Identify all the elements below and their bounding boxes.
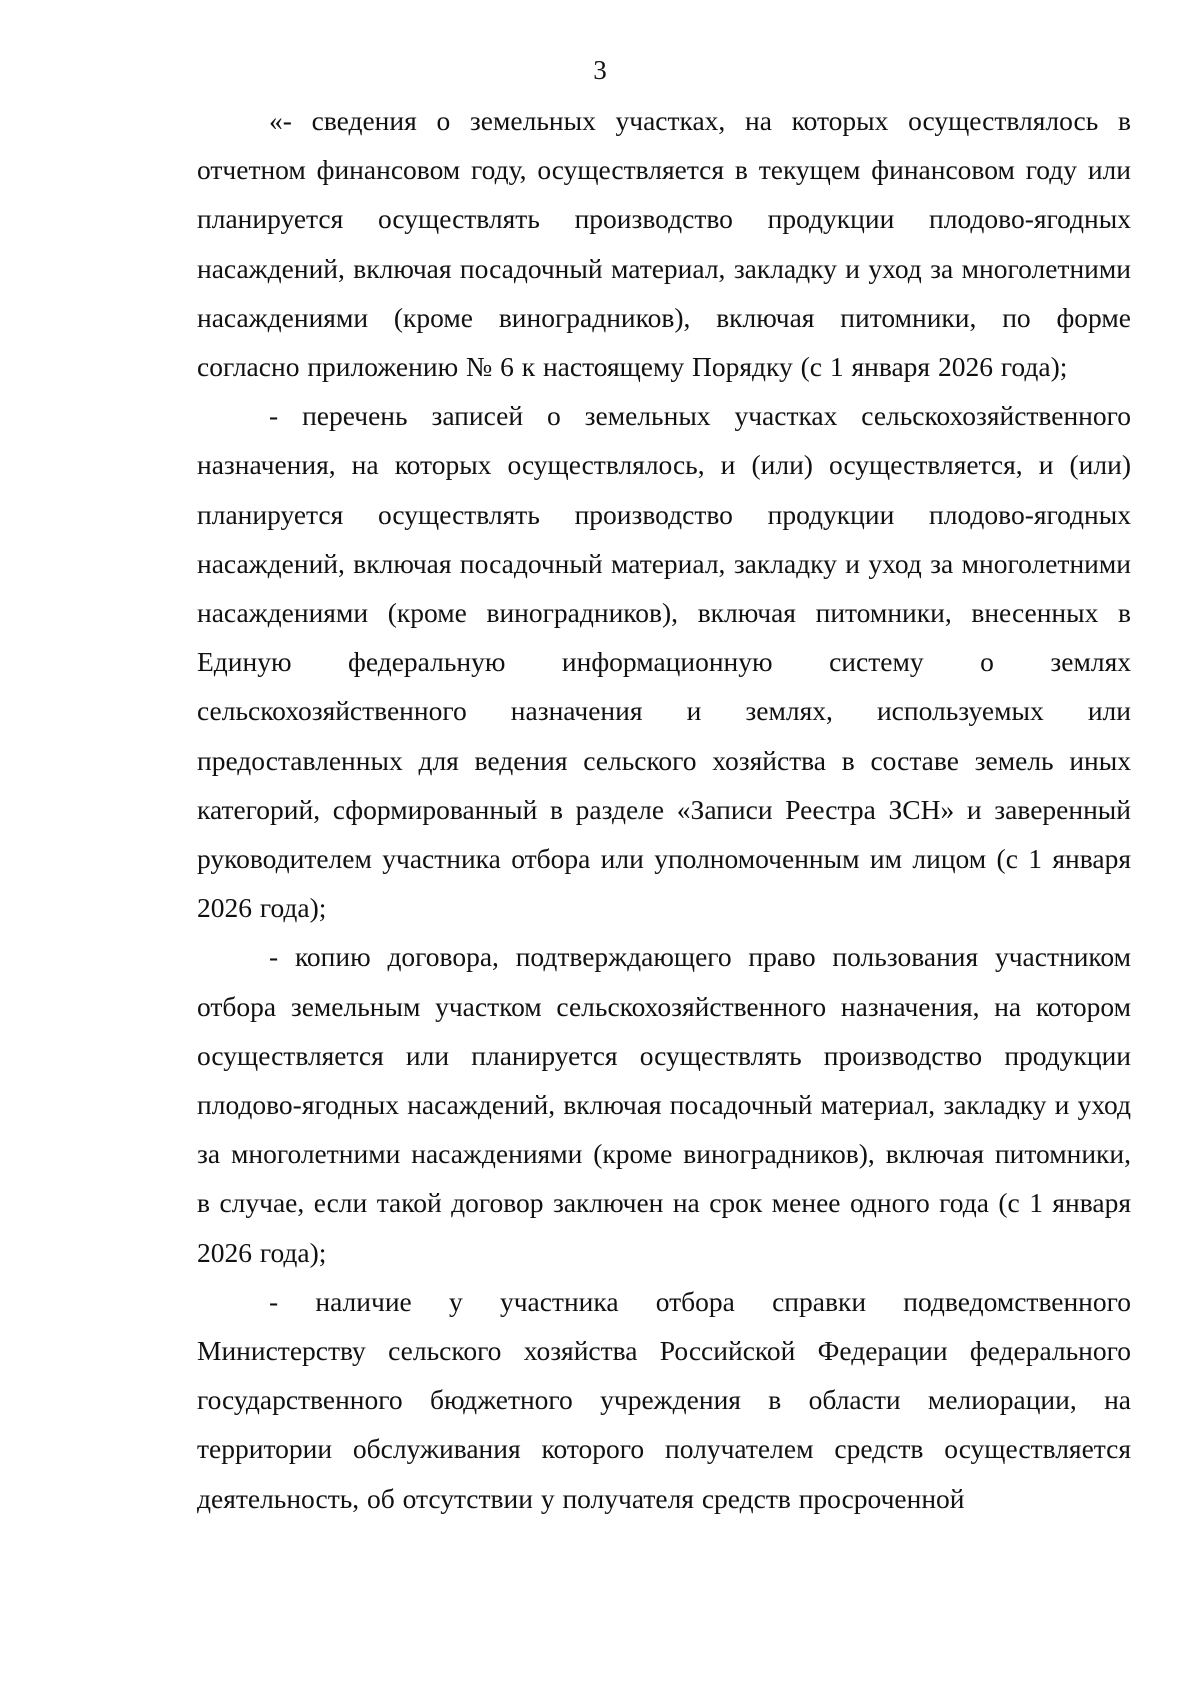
paragraph-melioration-certificate: - наличие у участника отбора справки подведомственного Министерству сельского хозяйства Российской Федерации федерального государственного бюджетного учреждения в области мелиорации, на территории обслуживания которого получателем средств осуществляется деятельность, об отсутствии у получателя средств просроченной bbox=[197, 1285, 1131, 1514]
page-number: 3 bbox=[593, 55, 607, 85]
document-body bbox=[197, 96, 1131, 1523]
paragraph-contract-copy: - копию договора, подтверждающего право пользования участником отбора земельным участком сельскохозяйственного назначения, на котором осуществляется или планируется осуществлять производство продукции плодово-ягодных насаждений, включая посадочный материал, закладку и уход за многолетними насаждениями (кроме виноградников), включая питомники, в случае, если такой договор заключен на срок менее одного года (с 1 января 2026 года); bbox=[197, 941, 1131, 1268]
paragraph-land-records-list: - перечень записей о земельных участках сельскохозяйственного назначения, на которых осуществлялось, и (или) осуществляется, и (или) планируется осуществлять производство продукции плодово-ягодных насаждений, включая посадочный материал, закладку и уход за многолетними насаждениями (кроме виноградников), включая питомники, внесенных в Единую федеральную информационную систему о землях сельскохозяйственного назначения и землях, используемых или предоставленных для ведения сельского хозяйства в составе земель иных категорий, сформированный в разделе «Записи Реестра ЗСН» и заверенный руководителем участника отбора или уполномоченным им лицом (с 1 января 2026 года); bbox=[197, 400, 1131, 924]
paragraph-land-plot-info: «- сведения о земельных участках, на которых осуществлялось в отчетном финансовом году, осуществляется в текущем финансовом году или планируется осуществлять производство продукции плодово-ягодных насаждений, включая посадочный материал, закладку и уход за многолетними насаждениями (кроме виноградников), включая питомники, по форме согласно приложению № 6 к настоящему Порядку (с 1 января 2026 года); bbox=[197, 105, 1131, 383]
